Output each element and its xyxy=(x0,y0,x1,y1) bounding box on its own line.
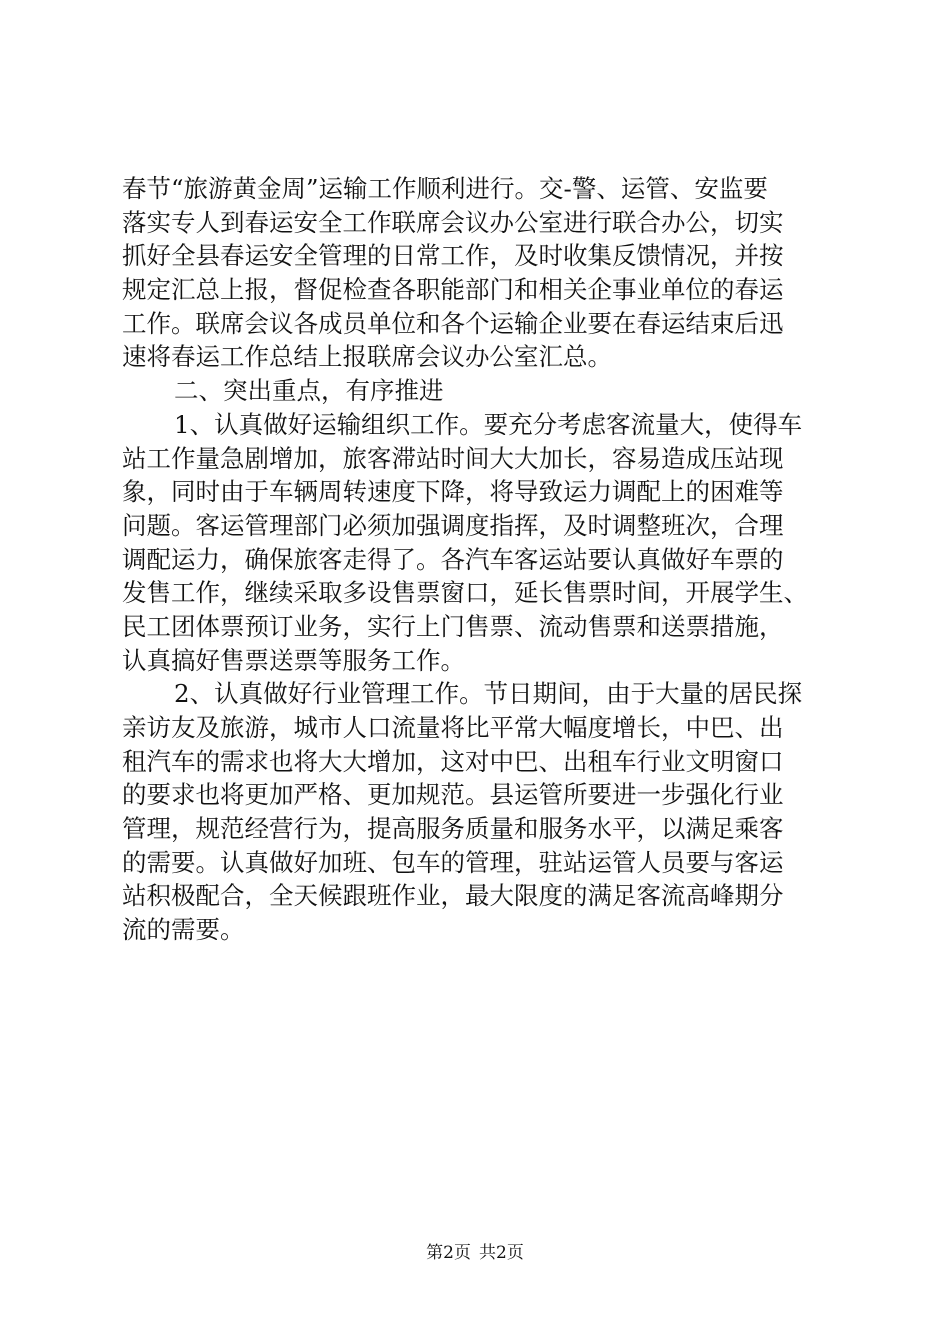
continued-paragraph xyxy=(122,172,847,374)
text-line: 1、认真做好运输组织工作。要充分考虑客流量大，使得车 xyxy=(174,409,803,439)
text-line: 2、认真做好行业管理工作。节日期间，由于大量的居民探 xyxy=(174,679,803,709)
text-line: 流的需要。 xyxy=(122,915,245,945)
text-line: 的要求也将更加严格、更加规范。县运管所要进一步强化行业 xyxy=(122,780,784,810)
text-line: 春节“旅游黄金周”运输工作顺利进行。交-警、运管、安监要 xyxy=(122,174,768,203)
text-line: 象，同时由于车辆周转速度下降，将导致运力调配上的困难等 xyxy=(122,477,784,507)
text-line: 租汽车的需求也将大大增加，这对中巴、出租车行业文明窗口 xyxy=(122,746,784,776)
text-line: 工作。联席会议各成员单位和各个运输企业要在春运结束后迅 xyxy=(122,308,784,338)
text-line: 站工作量急剧增加，旅客滞站时间大大加长，容易造成压站现 xyxy=(122,443,784,473)
section-heading: 二、突出重点，有序推进 xyxy=(174,376,444,406)
text-line: 落实专人到春运安全工作联席会议办公室进行联合办公，切实 xyxy=(122,207,784,237)
page-number: 第2页 xyxy=(426,1243,471,1263)
document-body xyxy=(122,172,847,947)
page-total: 共2页 xyxy=(479,1243,524,1263)
text-line: 问题。客运管理部门必须加强调度指挥，及时调整班次，合理 xyxy=(122,510,784,540)
text-line: 站积极配合，全天候跟班作业，最大限度的满足客流高峰期分 xyxy=(122,881,784,911)
text-line: 速将春运工作总结上报联席会议办公室汇总。 xyxy=(122,342,612,372)
text-line: 认真搞好售票送票等服务工作。 xyxy=(122,645,465,675)
page-footer xyxy=(0,1242,950,1264)
text-line: 抓好全县春运安全管理的日常工作，及时收集反馈情况，并按 xyxy=(122,241,784,271)
text-line: 民工团体票预订业务，实行上门售票、流动售票和送票措施， xyxy=(122,611,784,641)
text-line: 管理，规范经营行为，提高服务质量和服务水平，以满足乘客 xyxy=(122,814,784,844)
text-line: 规定汇总上报，督促检查各职能部门和相关企事业单位的春运 xyxy=(122,275,784,305)
text-line: 调配运力，确保旅客走得了。各汽车客运站要认真做好车票的 xyxy=(122,544,784,574)
text-line: 亲访友及旅游，城市人口流量将比平常大幅度增长，中巴、出 xyxy=(122,713,784,742)
text-line: 发售工作，继续采取多设售票窗口，延长售票时间，开展学生、 xyxy=(122,578,808,608)
text-line: 的需要。认真做好加班、包车的管理，驻站运管人员要与客运 xyxy=(122,847,784,877)
paragraph-transport-organization xyxy=(122,408,847,678)
paragraph-industry-management xyxy=(122,677,847,947)
